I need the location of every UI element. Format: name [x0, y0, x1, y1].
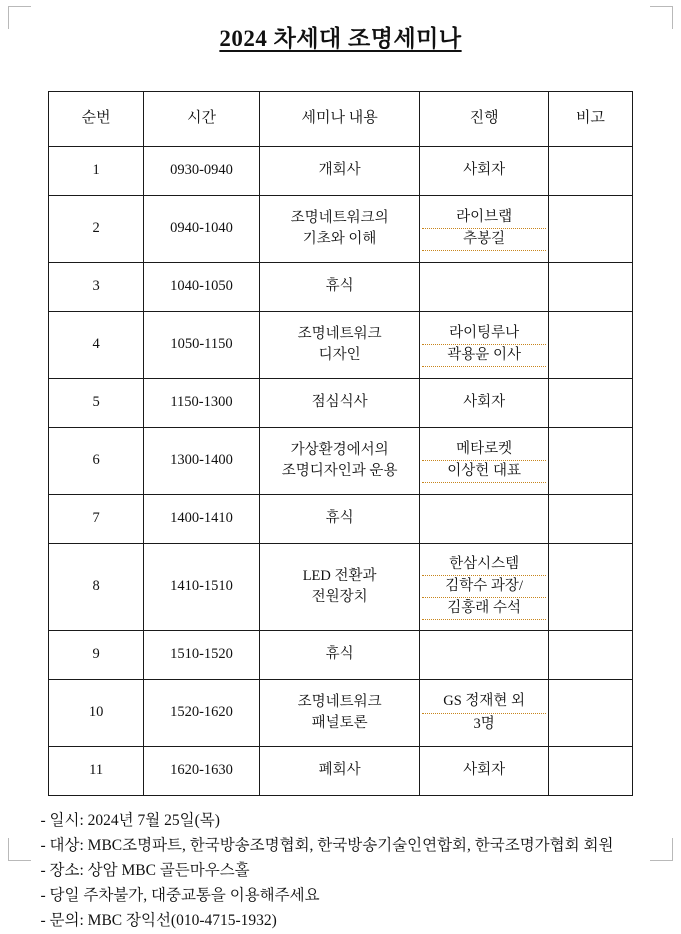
- table-body: [49, 147, 633, 796]
- cell-no: 10: [49, 680, 144, 747]
- cell-host: 사회자: [420, 379, 548, 428]
- table-header-row: [49, 92, 633, 147]
- notes-section: [41, 808, 641, 934]
- cell-no: 1: [49, 147, 144, 196]
- column-header-no: 순번: [49, 92, 144, 147]
- table-row: [49, 747, 633, 796]
- seminar-schedule-table: [48, 91, 633, 796]
- cell-note: [548, 196, 632, 263]
- table-header: [49, 92, 633, 147]
- cell-note: [548, 747, 632, 796]
- cell-note: [548, 312, 632, 379]
- cell-host: 한삼시스템 김학수 과장/ 김홍래 수석: [420, 544, 548, 631]
- cell-time: 0930-0940: [144, 147, 260, 196]
- cell-content: 휴식: [259, 263, 420, 312]
- cell-no: 6: [49, 428, 144, 495]
- cell-host: 메타로켓 이상헌 대표: [420, 428, 548, 495]
- cell-time: 1510-1520: [144, 631, 260, 680]
- table-row: [49, 196, 633, 263]
- cell-content: 휴식: [259, 495, 420, 544]
- cell-content: 가상환경에서의 조명디자인과 운용: [259, 428, 420, 495]
- table-row: [49, 544, 633, 631]
- cell-content: 조명네트워크 패널토론: [259, 680, 420, 747]
- page-title: 2024 차세대 조명세미나: [219, 26, 462, 51]
- cell-time: 1400-1410: [144, 495, 260, 544]
- column-header-content: 세미나 내용: [259, 92, 420, 147]
- table-row: [49, 495, 633, 544]
- cell-content: 점심식사: [259, 379, 420, 428]
- crop-mark-bottom-right: [650, 838, 673, 861]
- table-row: [49, 680, 633, 747]
- cell-content: 조명네트워크 디자인: [259, 312, 420, 379]
- table-row: [49, 379, 633, 428]
- cell-content: 폐회사: [259, 747, 420, 796]
- cell-host: 라이팅루나 곽용윤 이사: [420, 312, 548, 379]
- cell-time: 1050-1150: [144, 312, 260, 379]
- note-audience: - 대상: MBC조명파트, 한국방송조명협회, 한국방송기술인연합회, 한국조명가협회 회원: [40, 837, 614, 855]
- cell-note: [548, 631, 632, 680]
- cell-time: 1410-1510: [144, 544, 260, 631]
- cell-note: [548, 495, 632, 544]
- crop-mark-top-left: [8, 6, 31, 29]
- cell-note: [548, 263, 632, 312]
- cell-host: 사회자: [420, 747, 548, 796]
- cell-no: 9: [49, 631, 144, 680]
- cell-host: [420, 631, 548, 680]
- cell-note: [548, 544, 632, 631]
- cell-no: 7: [49, 495, 144, 544]
- column-header-note: 비고: [548, 92, 632, 147]
- cell-no: 11: [49, 747, 144, 796]
- cell-host: [420, 263, 548, 312]
- seminar-schedule-table-wrap: [48, 91, 633, 796]
- cell-no: 4: [49, 312, 144, 379]
- cell-content: 개회사: [259, 147, 420, 196]
- cell-no: 8: [49, 544, 144, 631]
- cell-content: 휴식: [259, 631, 420, 680]
- cell-note: [548, 680, 632, 747]
- cell-note: [548, 379, 632, 428]
- cell-time: 1620-1630: [144, 747, 260, 796]
- cell-no: 5: [49, 379, 144, 428]
- cell-content: 조명네트워크의 기초와 이해: [259, 196, 420, 263]
- table-row: [49, 312, 633, 379]
- cell-time: 1300-1400: [144, 428, 260, 495]
- cell-no: 2: [49, 196, 144, 263]
- cell-time: 0940-1040: [144, 196, 260, 263]
- cell-content: LED 전환과 전원장치: [259, 544, 420, 631]
- cell-host: GS 정재현 외 3명: [420, 680, 548, 747]
- cell-note: [548, 428, 632, 495]
- table-row: [49, 263, 633, 312]
- crop-mark-bottom-left: [8, 838, 31, 861]
- note-date: - 일시: 2024년 7월 25일(목): [40, 812, 220, 829]
- cell-time: 1520-1620: [144, 680, 260, 747]
- note-contact: - 문의: MBC 장익선(010-4715-1932): [40, 912, 277, 930]
- cell-host: 라이브랩 추봉길: [420, 196, 548, 263]
- note-venue: - 장소: 상암 MBC 골든마우스홀: [40, 862, 250, 880]
- cell-note: [548, 147, 632, 196]
- cell-host: 사회자: [420, 147, 548, 196]
- cell-time: 1150-1300: [144, 379, 260, 428]
- column-header-time: 시간: [144, 92, 260, 147]
- crop-mark-top-right: [650, 6, 673, 29]
- table-row: [49, 428, 633, 495]
- cell-time: 1040-1050: [144, 263, 260, 312]
- table-row: [49, 631, 633, 680]
- note-parking: - 당일 주차불가, 대중교통을 이용해주세요: [40, 887, 320, 905]
- table-row: [49, 147, 633, 196]
- cell-host: [420, 495, 548, 544]
- cell-no: 3: [49, 263, 144, 312]
- column-header-host: 진행: [420, 92, 548, 147]
